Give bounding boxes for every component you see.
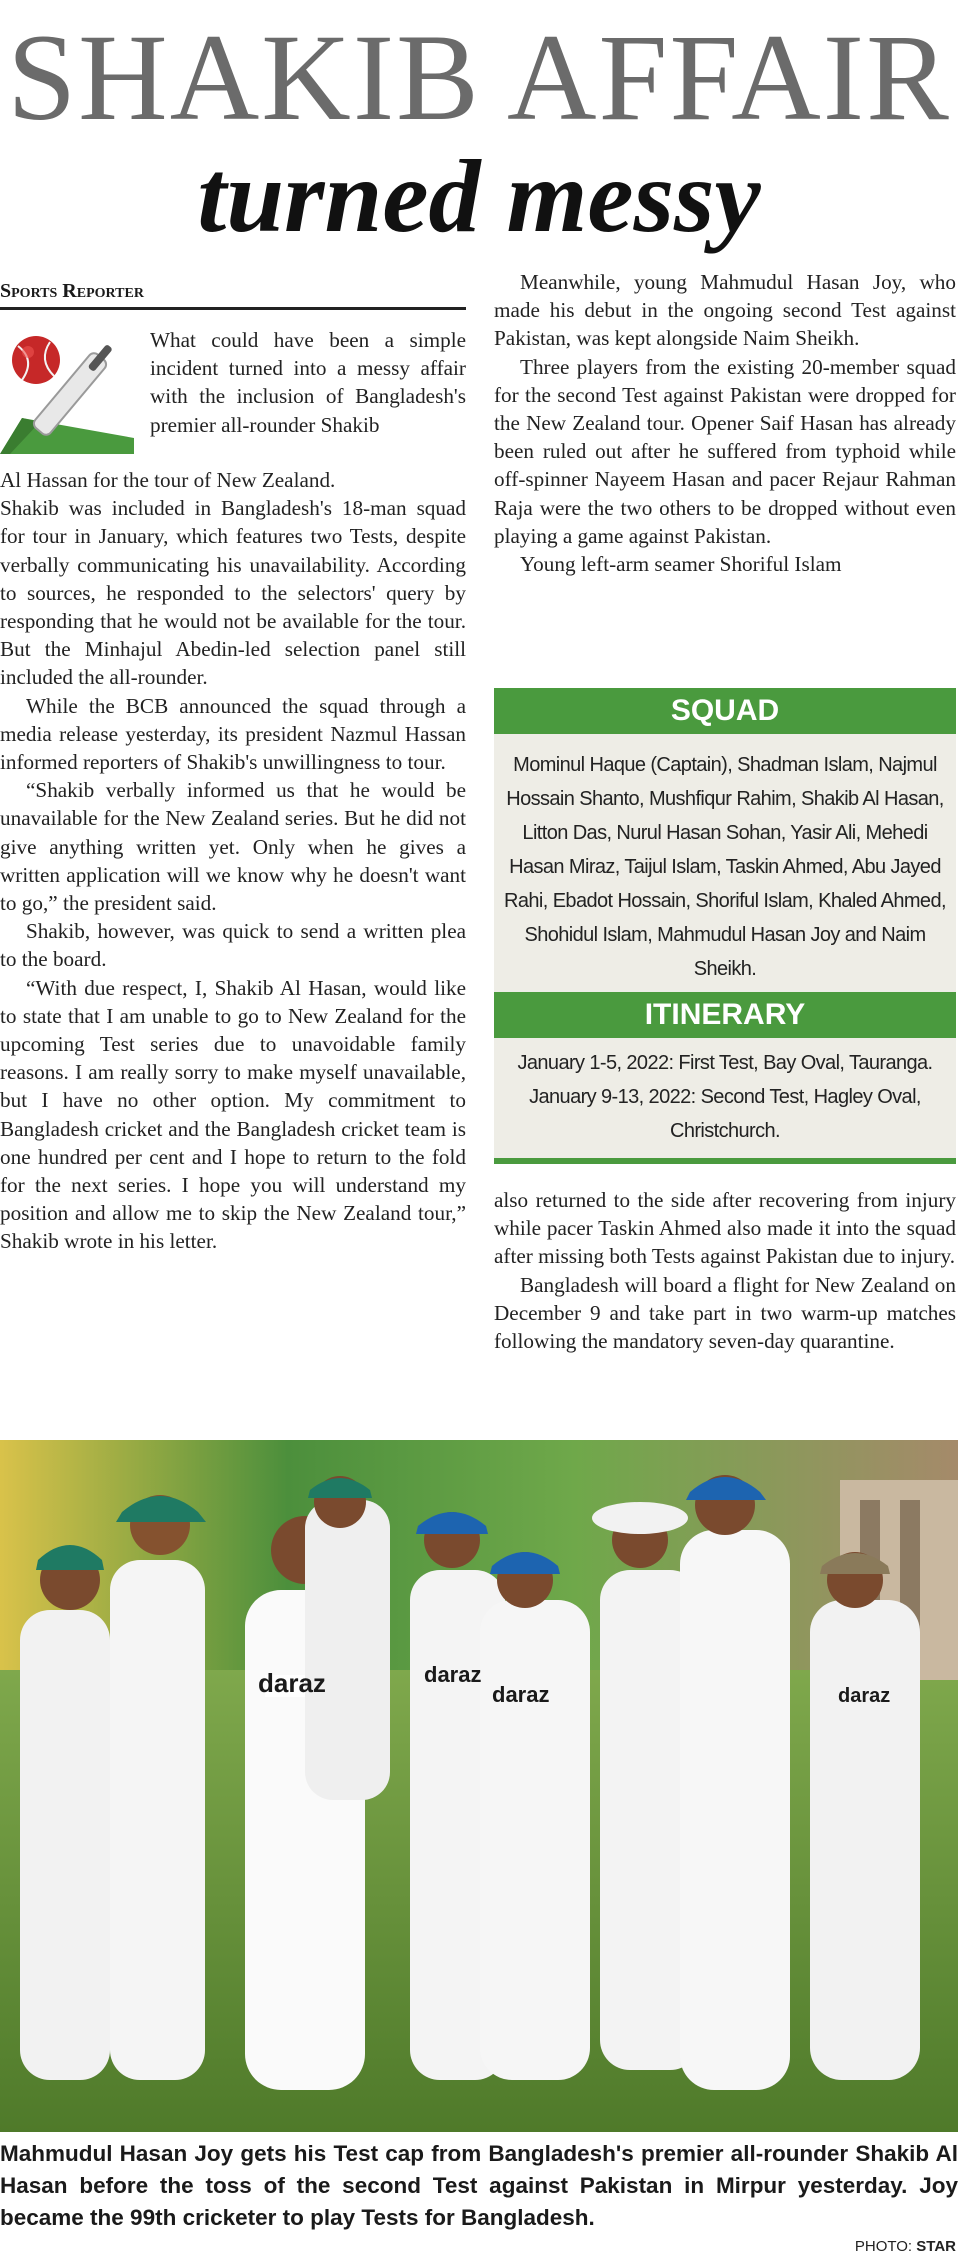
byline: Sports Reporter — [0, 276, 466, 310]
itinerary-line: January 9-13, 2022: Second Test, Hagley Oval, Christchurch. — [529, 1086, 921, 1142]
photo-credit — [855, 2238, 956, 2255]
paragraph: “Shakib verbally informed us that he would be unavailable for the New Zealand series. But he did not give anything written yet. Only when he gives a written application will we know why he doesn't want to go,” the president said. — [0, 778, 466, 916]
article-right-column-top — [494, 268, 956, 578]
player-figure — [20, 1545, 110, 2080]
photo-credit-label: PHOTO: — [854, 2238, 913, 2255]
cricket-icon — [0, 326, 134, 454]
player-figure — [480, 1552, 590, 2080]
player-figure — [810, 1552, 920, 2080]
player-figure — [680, 1475, 790, 2090]
team-photo — [0, 1440, 958, 2132]
itinerary-line: January 1-5, 2022: First Test, Bay Oval, Tauranga. — [517, 1052, 933, 1074]
headline-line-2: turned messy — [197, 139, 761, 254]
squad-itinerary-box — [494, 688, 956, 1164]
paragraph: also returned to the side after recovering from injury while pacer Taskin Ahmed also made it into the squad after missing both Tests against Pakistan due to injury. — [494, 1188, 956, 1269]
squad-list: Mominul Haque (Captain), Shadman Islam, Najmul Hossain Shanto, Mushfiqur Rahim, Shakib Al Hasan, Litton Das, Nurul Hasan Sohan, Yasir Ali, Mehedi Hasan Miraz, Taijul Islam, Taskin Ahmed, Abu Jayed Rahi, Ebadot Hossain, Shoriful Islam, Khaled Ahmed, Shohidul Islam, Mahmudul Hasan Joy and Naim Sheikh. — [504, 754, 946, 980]
paragraph: Three players from the existing 20-member squad for the second Test against Pakistan were dropped for the New Zealand tour. Opener Saif Hasan has already been ruled out after he suffered from typhoid while off-spinner Nayeem Hasan and pacer Rejaur Rahman Raja were the two others to be dropped without even playing a game against Pakistan. — [494, 354, 956, 548]
article-intro — [150, 326, 466, 439]
itinerary-list — [504, 1046, 946, 1148]
paragraph: Shakib, however, was quick to send a written plea to the board. — [0, 919, 466, 972]
article-right-column-bottom — [494, 1186, 956, 1355]
intro-paragraph: What could have been a simple incident turned into a messy affair with the inclusion of Bangladesh's premier all-rounder Shakib — [150, 328, 466, 437]
itinerary-heading: ITINERARY — [494, 992, 956, 1038]
paragraph: Bangladesh will board a flight for New Zealand on December 9 and take part in two warm-up matches following the mandatory seven-day quarantine. — [494, 1272, 956, 1354]
paragraph: Meanwhile, young Mahmudul Hasan Joy, who made his debut in the ongoing second Test against Pakistan, was kept alongside Naim Sheikh. — [494, 270, 956, 351]
paragraph: Young left-arm seamer Shoriful Islam — [520, 552, 842, 577]
player-figure — [110, 1495, 206, 2080]
article-left-column — [0, 466, 466, 1256]
photo-caption: Mahmudul Hasan Joy gets his Test cap from Bangladesh's premier all-rounder Shakib Al Hasan before the toss of the second Test against Pakistan in Mirpur yesterday. Joy became the 99th cricketer to play Tests for Bangladesh. — [0, 2141, 958, 2230]
sponsor-logo: daraz — [492, 1682, 550, 1707]
paragraph: Al Hassan for the tour of New Zealand. — [0, 468, 336, 492]
paragraph: Shakib was included in Bangladesh's 18-man squad for tour in January, which features two Tests, despite verbally communicating his unavailability. According to sources, he responded to the selectors' query by responding that he would not be available for the tour. But the Minhajul Abedin-led selection panel still included the all-rounder. — [0, 496, 466, 690]
sponsor-logo: daraz — [258, 1668, 326, 1698]
sponsor-logo: daraz — [424, 1662, 482, 1687]
sponsor-logo: daraz — [838, 1685, 891, 1707]
squad-heading: SQUAD — [494, 688, 956, 734]
paragraph: “With due respect, I, Shakib Al Hasan, would like to state that I am unable to go to New Zealand for the upcoming Test series due to unavoidable family reasons. I am really sorry to make myself unavailable, but I have no other option. My commitment to Bangladesh cricket and the Bangladesh cricket team is one hundred per cent and I hope to return to the fold for the next series. I hope you will understand my position and allow me to skip the New Zealand tour,” Shakib wrote in his letter. — [0, 975, 466, 1254]
paragraph: While the BCB announced the squad through a media release yesterday, its president Nazmul Hassan informed reporters of Shakib's unwillingness to tour. — [0, 693, 466, 775]
photo-credit-source: STAR — [916, 2238, 956, 2255]
headline-line-1: SHAKIB AFFAIR — [7, 9, 951, 146]
player-figure — [305, 1476, 390, 1800]
